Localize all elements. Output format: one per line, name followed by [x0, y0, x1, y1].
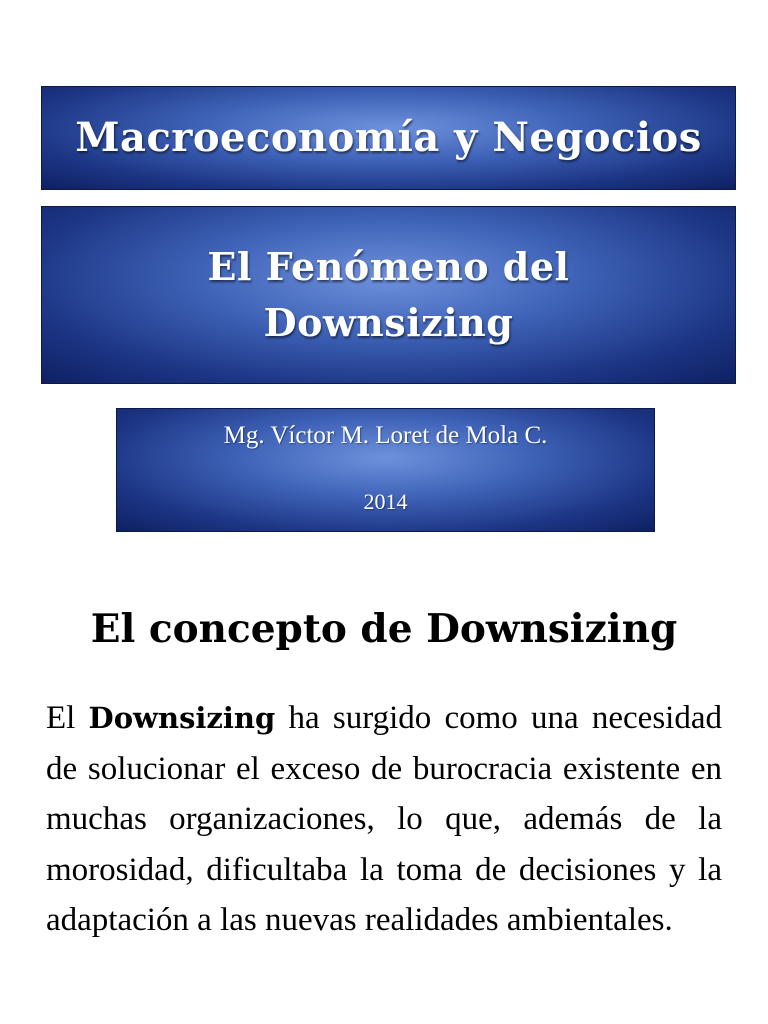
author-name: Mg. Víctor M. Loret de Mola C.	[223, 422, 548, 449]
paragraph-lead: El	[46, 700, 76, 736]
paragraph-term: Downsizing	[88, 701, 276, 735]
course-title-banner	[41, 86, 736, 190]
section-heading: El concepto de Downsizing	[90, 606, 678, 652]
publication-year: 2014	[363, 489, 408, 514]
course-title: Macroeconomía y Negocios	[75, 114, 702, 161]
topic-title: El Fenómeno del Downsizing	[207, 244, 570, 345]
author-banner	[116, 408, 655, 532]
paragraph-text: ha surgido como una necesidad de solucionar el exceso de burocracia existente en muchas organizaciones, lo que, además de la morosidad, dificultaba la toma de decisiones y la adaptación a las nuevas realidades ambientales.	[46, 700, 722, 938]
body-paragraph	[46, 693, 722, 946]
topic-title-banner	[41, 206, 736, 384]
